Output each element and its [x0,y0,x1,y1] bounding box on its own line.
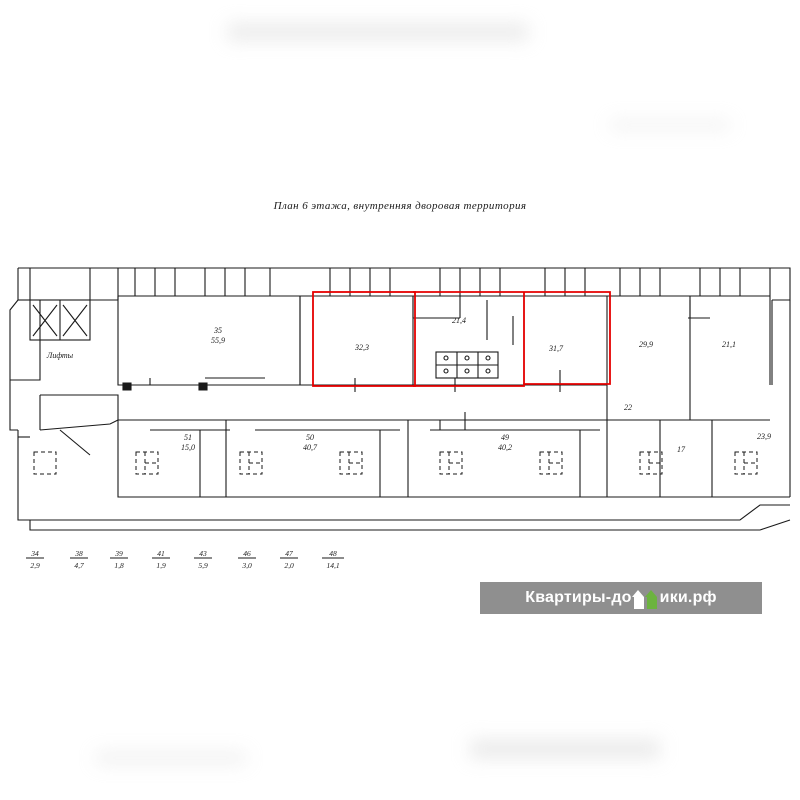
svg-text:23,9: 23,9 [757,432,771,441]
svg-text:21,1: 21,1 [722,340,736,349]
svg-text:21,4: 21,4 [452,316,466,325]
page-title: План 6 этажа, внутренняя дворовая территория [273,200,527,212]
svg-text:31,7: 31,7 [549,344,563,353]
svg-text:29,9: 29,9 [639,340,653,349]
svg-text:14,1: 14,1 [326,561,340,570]
svg-text:2,9: 2,9 [30,561,40,570]
svg-text:22: 22 [624,403,632,412]
svg-text:1,8: 1,8 [114,561,124,570]
svg-text:50: 50 [306,433,314,442]
svg-text:41: 41 [157,549,165,558]
svg-text:47: 47 [285,549,293,558]
plan-dashed-fixtures [34,452,757,474]
svg-text:43: 43 [199,549,207,558]
svg-text:46: 46 [243,549,251,558]
watermark-text-after: ики.рф [659,589,717,606]
plan-left-exterior [10,300,790,530]
axis-mark-labels [30,549,339,570]
svg-text:49: 49 [501,433,509,442]
plan-lower-band [118,412,790,497]
svg-text:2,0: 2,0 [284,561,294,570]
svg-text:1,9: 1,9 [156,561,166,570]
svg-text:48: 48 [329,549,337,558]
svg-text:55,9: 55,9 [211,336,225,345]
svg-text:34: 34 [31,549,39,558]
watermark-text-before: Квартиры-до [525,589,632,606]
svg-text:40,2: 40,2 [498,443,512,452]
svg-text:3,0: 3,0 [242,561,252,570]
svg-text:39: 39 [115,549,123,558]
highlighted-unit-outline [313,292,610,386]
house-logo-icon [633,587,659,609]
svg-text:Лифты: Лифты [46,351,74,360]
svg-text:32,3: 32,3 [355,343,369,352]
svg-text:4,7: 4,7 [74,561,84,570]
svg-text:51: 51 [184,433,192,442]
svg-text:17: 17 [677,445,685,454]
plan-outer-walls [18,268,790,420]
svg-text:35: 35 [214,326,222,335]
svg-text:15,0: 15,0 [181,443,195,452]
svg-text:5,9: 5,9 [198,561,208,570]
svg-text:38: 38 [75,549,83,558]
svg-text:40,7: 40,7 [303,443,317,452]
watermark [481,583,761,613]
